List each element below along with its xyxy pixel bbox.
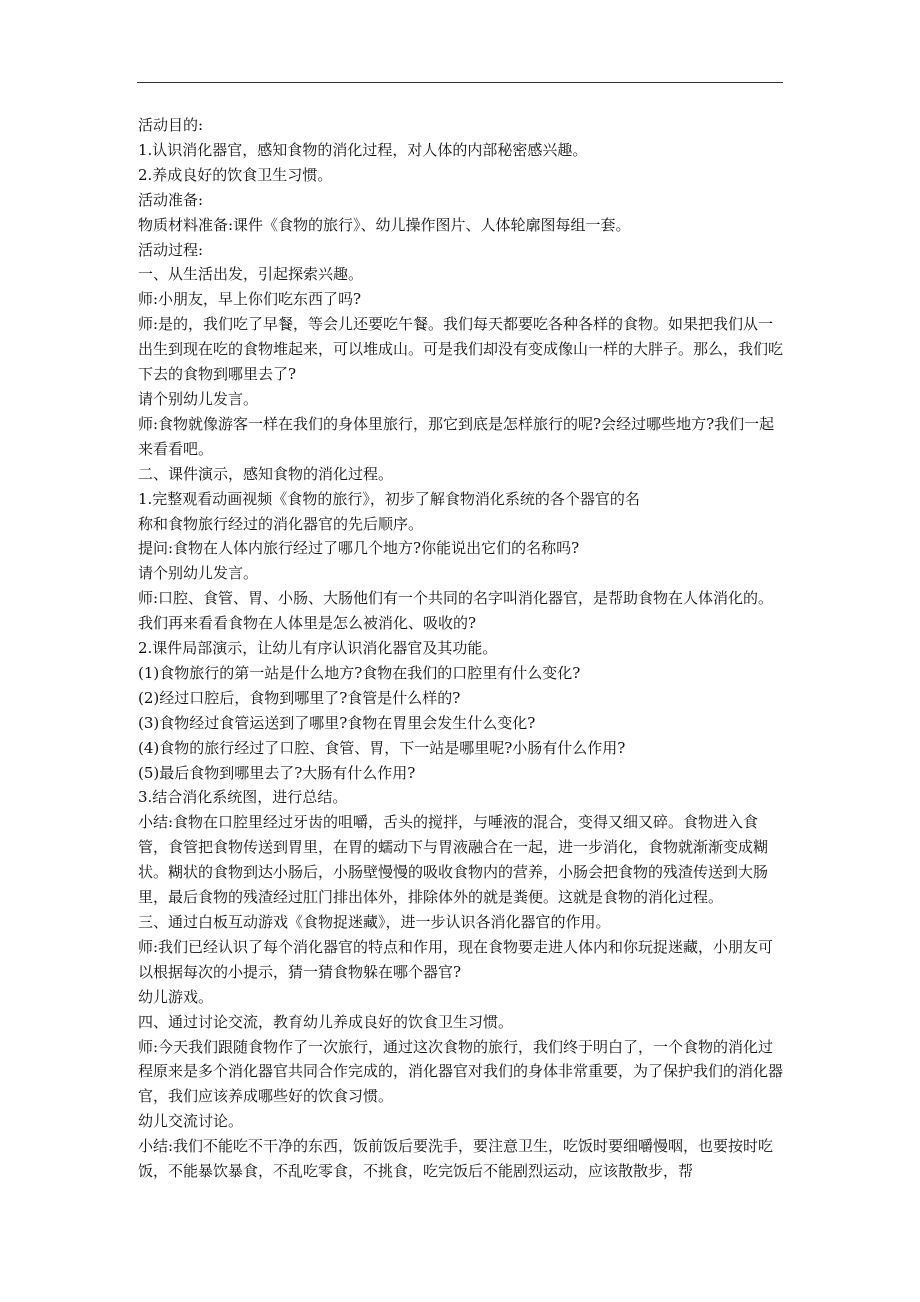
paragraph: 师:今天我们跟随食物作了一次旅行，通过这次食物的旅行，我们终于明白了，一个食物的消化过程原来是多个消化器官共同合作完成的，消化器官对我们的身体非常重要，为了保护我们的消化器官，我们应该养成哪些好的饮食习惯。	[138, 1037, 784, 1106]
paragraph: (1)食物旅行的第一站是什么地方?食物在我们的口腔里有什么变化?	[138, 663, 581, 682]
paragraph: 1.认识消化器官，感知食物的消化过程，对人体的内部秘密感兴趣。	[138, 140, 588, 159]
paragraph: 四、通过讨论交流，教育幼儿养成良好的饮食卫生习惯。	[138, 1012, 514, 1031]
paragraph: 一、从生活出发，引起探索兴趣。	[138, 265, 364, 284]
paragraph: 2.养成良好的饮食卫生习惯。	[138, 165, 333, 184]
paragraph: 小结:食物在口腔里经过牙齿的咀嚼，舌头的搅拌，与唾液的混合，变得又细又碎。食物进入食管，食管把食物传送到胃里，在胃的蠕动下与胃液融合在一起，进一步消化，食物就渐渐变成糊状。糊状的食物到达小肠后，小肠壁慢慢的吸收食物内的营养，小肠会把食物的残渣传送到大肠里，最后食物的残渣经过肛门排出体外，排除体外的就是粪便。这就是食物的消化过程。	[138, 813, 769, 907]
paragraph: 师:我们已经认识了每个消化器官的特点和作用，现在食物要走进人体内和你玩捉迷藏，小朋友可以根据每次的小提示，猜一猜食物躲在哪个器官?	[138, 937, 774, 981]
paragraph: 活动目的:	[138, 116, 204, 134]
paragraph: 1.完整观看动画视频《食物的旅行》，初步了解食物消化系统的各个器官的名	[138, 489, 640, 508]
paragraph: 3.结合消化系统图，进行总结。	[138, 788, 348, 807]
paragraph: (3)食物经过食管运送到了哪里?食物在胃里会发生什么变化?	[138, 713, 536, 732]
document-body	[138, 113, 783, 1184]
paragraph: 师:小朋友，早上你们吃东西了吗?	[138, 290, 362, 309]
paragraph: (5)最后食物到哪里去了?大肠有什么作用?	[138, 763, 416, 782]
paragraph: 请个别幼儿发言。	[138, 564, 259, 583]
paragraph: 活动准备:	[138, 190, 204, 209]
paragraph: 物质材料准备:课件《食物的旅行》、幼儿操作图片、人体轮廓图每组一套。	[138, 215, 631, 234]
paragraph: (2)经过口腔后，食物到哪里了?食管是什么样的?	[138, 688, 461, 707]
paragraph: 小结:我们不能吃不干净的东西，饭前饭后要洗手，要注意卫生，吃饭时要细嚼慢咽，也要按时吃饭，不能暴饮暴食，不乱吃零食，不挑食，吃完饭后不能剧烈运动，应该散散步，帮	[138, 1137, 774, 1181]
paragraph: 三、通过白板互动游戏《食物捉迷藏》，进一步认识各消化器官的作用。	[138, 913, 611, 931]
paragraph: 幼儿游戏。	[138, 987, 214, 1006]
paragraph: 师:口腔、食管、胃、小肠、大肠他们有一个共同的名字叫消化器官，是帮助食物在人体消化的。我们再来看看食物在人体里是怎么被消化、吸收的?	[138, 589, 774, 633]
paragraph: 提问:食物在人体内旅行经过了哪几个地方?你能说出它们的名称吗?	[138, 539, 580, 558]
header-rule	[137, 82, 783, 83]
paragraph: 师:食物就像游客一样在我们的身体里旅行，那它到底是怎样旅行的呢?会经过哪些地方?我们一起来看看吧。	[138, 414, 775, 458]
paragraph: 二、课件演示，感知食物的消化过程。	[138, 464, 394, 483]
paragraph: 幼儿交流讨论。	[138, 1112, 244, 1131]
paragraph: (4)食物的旅行经过了口腔、食管、胃，下一站是哪里呢?小肠有什么作用?	[138, 738, 626, 757]
paragraph: 活动过程:	[138, 240, 204, 259]
paragraph: 2.课件局部演示，让幼儿有序认识消化器官及其功能。	[138, 639, 498, 658]
paragraph: 称和食物旅行经过的消化器官的先后顺序。	[138, 514, 424, 533]
paragraph: 师:是的，我们吃了早餐，等会儿还要吃午餐。我们每天都要吃各种各样的食物。如果把我们从一出生到现在吃的食物堆起来，可以堆成山。可是我们却没有变成像山一样的大胖子。那么，我们吃下去的食物到哪里去了?	[138, 315, 784, 384]
paragraph: 请个别幼儿发言。	[138, 389, 259, 408]
